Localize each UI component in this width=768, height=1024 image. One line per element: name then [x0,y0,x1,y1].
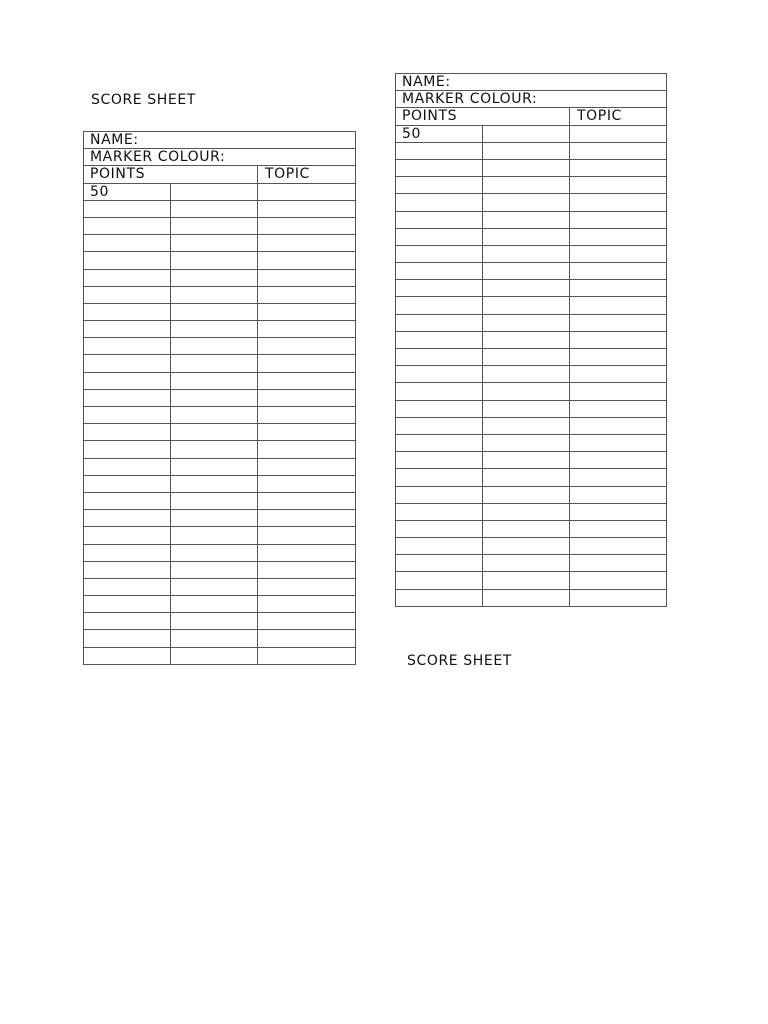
topic-cell [570,538,666,554]
middle-cell [171,630,258,646]
points-cell [396,229,483,245]
table-row [396,176,666,193]
topic-cell [570,143,666,159]
topic-cell [570,280,666,296]
topic-cell [258,184,355,200]
middle-cell [171,355,258,371]
points-cell [396,212,483,228]
middle-cell [171,218,258,234]
topic-cell [258,355,355,371]
points-cell [396,349,483,365]
middle-cell [483,504,570,520]
middle-cell [171,201,258,217]
middle-cell [171,579,258,595]
marker-colour-label: MARKER COLOUR: [402,91,538,108]
middle-cell [171,304,258,320]
table-row [396,503,666,520]
points-header: POINTS [84,166,258,182]
points-cell [396,160,483,176]
topic-cell [570,452,666,468]
table-row [84,251,355,268]
table-row [396,382,666,399]
points-cell [84,321,171,337]
sheet-title: SCORE SHEET [91,92,196,108]
table-row [396,365,666,382]
points-cell [396,177,483,193]
points-cell [396,383,483,399]
middle-cell [483,418,570,434]
topic-cell [258,304,355,320]
topic-cell [570,212,666,228]
score-rows [396,125,666,606]
topic-cell [258,493,355,509]
points-cell [396,143,483,159]
table-row [84,286,355,303]
topic-cell [258,424,355,440]
topic-cell [570,383,666,399]
table-row [84,595,355,612]
score-table [395,73,667,607]
topic-cell [570,487,666,503]
name-row [396,73,666,90]
table-row [84,406,355,423]
topic-cell [570,366,666,382]
topic-cell [258,613,355,629]
points-cell [84,545,171,561]
table-row [396,537,666,554]
points-cell [396,487,483,503]
topic-cell [258,390,355,406]
table-row [84,526,355,543]
marker-colour-label: MARKER COLOUR: [90,149,226,166]
points-cell: 50 [396,126,483,142]
topic-cell [258,218,355,234]
table-row [84,217,355,234]
table-row [396,417,666,434]
topic-cell [570,263,666,279]
table-row [84,440,355,457]
middle-cell [171,459,258,475]
middle-cell [171,321,258,337]
points-cell [84,390,171,406]
topic-cell [258,476,355,492]
middle-cell [171,390,258,406]
topic-cell [570,401,666,417]
points-cell [84,424,171,440]
middle-cell [483,435,570,451]
middle-cell [483,487,570,503]
table-row [84,612,355,629]
points-cell [84,493,171,509]
table-row [84,423,355,440]
points-cell [84,648,171,664]
topic-cell [570,297,666,313]
topic-cell [258,338,355,354]
middle-cell [483,590,570,606]
marker-colour-row [84,148,355,165]
topic-cell [258,562,355,578]
table-row [84,354,355,371]
table-row [396,486,666,503]
middle-cell [171,407,258,423]
points-cell [84,407,171,423]
points-cell [84,201,171,217]
points-cell [396,572,483,588]
points-cell [84,596,171,612]
points-cell [396,555,483,571]
middle-cell [483,332,570,348]
table-row [84,320,355,337]
topic-cell [258,459,355,475]
score-rows [84,183,355,664]
middle-cell [483,555,570,571]
points-cell: 50 [84,184,171,200]
middle-cell [483,263,570,279]
score-table [83,131,356,665]
middle-cell [171,476,258,492]
topic-cell [258,407,355,423]
topic-header: TOPIC [577,108,622,125]
points-cell [396,452,483,468]
topic-cell [570,126,666,142]
middle-cell [483,366,570,382]
middle-cell [483,349,570,365]
middle-cell [483,194,570,210]
points-cell [396,469,483,485]
table-row [396,159,666,176]
topic-cell [570,315,666,331]
table-row [84,509,355,526]
topic-cell [570,246,666,262]
middle-cell [483,212,570,228]
points-cell [84,441,171,457]
middle-cell [483,452,570,468]
middle-cell [483,401,570,417]
table-row [84,200,355,217]
table-row [396,554,666,571]
header-row [396,107,666,124]
points-cell [396,418,483,434]
topic-cell [570,572,666,588]
topic-cell [258,441,355,457]
middle-cell [483,572,570,588]
points-cell [396,263,483,279]
topic-cell [258,270,355,286]
table-row [396,193,666,210]
table-row [396,314,666,331]
topic-cell [570,555,666,571]
name-label: NAME: [90,132,139,148]
points-cell [396,332,483,348]
middle-cell [483,177,570,193]
points-cell [396,315,483,331]
middle-cell [171,545,258,561]
points-cell [396,435,483,451]
topic-header: TOPIC [265,166,310,183]
middle-cell [483,521,570,537]
middle-cell [171,596,258,612]
table-row [84,389,355,406]
marker-colour-row [396,90,666,107]
middle-cell [483,383,570,399]
table-row [396,589,666,606]
table-row [396,262,666,279]
topic-cell [258,596,355,612]
middle-cell [483,126,570,142]
middle-cell [483,538,570,554]
points-cell [84,527,171,543]
points-cell [84,510,171,526]
middle-cell [171,373,258,389]
table-row [396,142,666,159]
table-row [84,234,355,251]
topic-cell [570,160,666,176]
points-cell [84,562,171,578]
topic-cell [570,177,666,193]
table-row [84,372,355,389]
table-row [396,211,666,228]
table-row [84,561,355,578]
topic-cell [258,235,355,251]
points-cell [84,287,171,303]
table-row [396,296,666,313]
points-cell [396,504,483,520]
topic-cell [570,418,666,434]
table-row [84,578,355,595]
table-row [396,279,666,296]
topic-cell [570,435,666,451]
topic-cell [258,510,355,526]
table-row [84,269,355,286]
middle-cell [171,441,258,457]
table-row [396,468,666,485]
points-cell [396,401,483,417]
topic-cell [258,648,355,664]
middle-cell [171,613,258,629]
middle-cell [483,469,570,485]
table-row [396,520,666,537]
name-label: NAME: [402,74,451,90]
topic-cell [258,545,355,561]
table-row [84,475,355,492]
topic-cell [570,521,666,537]
points-cell [84,235,171,251]
topic-cell [570,229,666,245]
table-row [84,544,355,561]
middle-cell [171,338,258,354]
points-cell [396,538,483,554]
points-cell [396,590,483,606]
middle-cell [171,510,258,526]
points-cell [396,366,483,382]
points-cell [84,355,171,371]
points-cell [84,459,171,475]
table-row [84,183,355,200]
table-row [396,571,666,588]
table-row [396,228,666,245]
topic-cell [570,332,666,348]
points-header: POINTS [396,108,570,124]
points-cell [84,304,171,320]
table-row [84,629,355,646]
middle-cell [171,493,258,509]
points-cell [84,252,171,268]
middle-cell [171,287,258,303]
points-cell [84,630,171,646]
points-cell [84,579,171,595]
middle-cell [171,252,258,268]
middle-cell [171,270,258,286]
table-row [396,245,666,262]
middle-cell [171,648,258,664]
table-row [84,458,355,475]
table-row [396,331,666,348]
middle-cell [483,246,570,262]
topic-cell [258,373,355,389]
topic-cell [570,504,666,520]
table-row [396,400,666,417]
middle-cell [483,315,570,331]
table-row [396,348,666,365]
table-row [396,125,666,142]
points-cell [84,270,171,286]
header-row [84,165,355,182]
middle-cell [171,235,258,251]
points-cell [396,521,483,537]
topic-cell [570,590,666,606]
middle-cell [483,143,570,159]
table-row [84,647,355,664]
table-row [84,492,355,509]
table-row [396,434,666,451]
points-cell [84,613,171,629]
topic-cell [570,349,666,365]
points-cell [84,476,171,492]
points-cell [84,218,171,234]
sheet-title: SCORE SHEET [407,653,512,669]
topic-cell [258,527,355,543]
topic-cell [258,201,355,217]
topic-cell [570,469,666,485]
table-row [84,303,355,320]
points-cell [84,338,171,354]
points-cell [84,373,171,389]
topic-cell [258,579,355,595]
middle-cell [483,229,570,245]
points-cell [396,280,483,296]
middle-cell [171,424,258,440]
topic-cell [258,252,355,268]
middle-cell [483,160,570,176]
topic-cell [258,630,355,646]
topic-cell [258,287,355,303]
topic-cell [258,321,355,337]
middle-cell [171,184,258,200]
name-row [84,131,355,148]
middle-cell [171,562,258,578]
points-cell [396,297,483,313]
topic-cell [570,194,666,210]
points-cell [396,246,483,262]
middle-cell [483,280,570,296]
table-row [84,337,355,354]
points-cell [396,194,483,210]
middle-cell [171,527,258,543]
table-row [396,451,666,468]
middle-cell [483,297,570,313]
